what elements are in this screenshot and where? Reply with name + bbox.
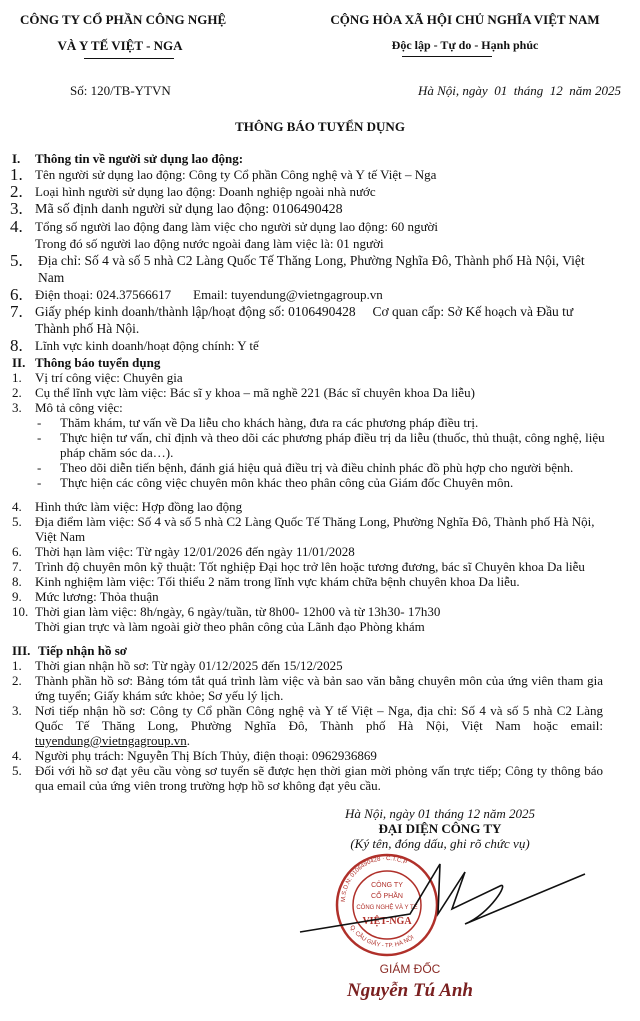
list-item (0, 218, 640, 252)
item-number: 6. (10, 285, 23, 304)
item-text: Trình độ chuyên môn kỹ thuật: Tốt nghiệp Đại học trở lên hoặc tương đương, bác sĩ Chuyên khoa Da liễu (35, 559, 585, 574)
item-text: Thời gian nhận hồ sơ: Từ ngày 01/12/2025 đến 15/12/2025 (35, 658, 343, 673)
item-text: Lĩnh vực kinh doanh/hoạt động chính: Y tế (35, 338, 259, 353)
item-text: Kinh nghiệm làm việc: Tối thiểu 2 năm trong lĩnh vực khám chữa bệnh chuyên khoa Da liễu. (35, 574, 520, 589)
item-text: Tên người sử dụng lao động: Công ty Cổ phần Công nghệ và Y tế Việt – Nga (35, 167, 437, 182)
list-item (0, 370, 640, 385)
section-3-number: III. (12, 643, 31, 658)
list-item (0, 200, 640, 218)
item-text: Loại hình người sử dụng lao động: Doanh nghiệp ngoài nhà nước (35, 184, 376, 199)
item-text: Giấy phép kinh doanh/thành lập/hoạt động số: 0106490428 Cơ quan cấp: Sở Kế hoạch và Đầu tư Thành phố Hà Nội. (35, 304, 577, 336)
item-number: 8. (10, 336, 23, 355)
section-1-heading: Thông tin về người sử dụng lao động: (35, 151, 244, 166)
item-text: Cụ thể lĩnh vực làm việc: Bác sĩ y khoa – mã nghề 221 (Bác sĩ chuyên khoa Da liễu) (35, 385, 475, 400)
list-item (0, 673, 640, 703)
bullet-dash: - (37, 430, 42, 445)
list-item (0, 589, 640, 604)
item-number: 7. (12, 559, 22, 574)
item-text: Đối với hồ sơ đạt yêu cầu vòng sơ tuyển sẽ được hẹn thời gian mời phỏng vấn trực tiếp; Công ty thông báo qua email của ứng viên trong trường hợp hồ sơ không đạt yêu cầu. (35, 763, 603, 793)
spacer (0, 634, 640, 643)
signature-note: (Ký tên, đóng dấu, ghi rõ chức vụ) (350, 836, 530, 851)
list-item (0, 763, 640, 793)
document-number: Số: 120/TB-YTVN (70, 83, 171, 98)
list-item (0, 748, 640, 763)
section-1-header (0, 151, 640, 166)
item-text: Điện thoại: 024.37566617 (35, 287, 172, 302)
list-item (0, 400, 640, 415)
duty-text: Theo dõi diễn tiến bệnh, đánh giá hiệu quả điều trị và điều chỉnh phác đồ phù hợp cho người bệnh. (60, 460, 574, 475)
item-number: 3. (12, 703, 22, 718)
page-title: THÔNG BÁO TUYỂN DỤNG (235, 119, 405, 134)
list-item (0, 703, 640, 748)
list-item (0, 544, 640, 559)
section-2-heading: Thông báo tuyển dụng (35, 355, 161, 370)
svg-text:M.S.D.N: 0106490428 · C.T.C.P: M.S.D.N: 0106490428 · C.T.C.P (340, 855, 408, 903)
section-3-heading: Tiếp nhận hồ sơ (38, 643, 127, 658)
item-number: 3. (10, 199, 23, 218)
item-number: 2. (10, 182, 23, 201)
list-item (0, 574, 640, 589)
item-text-continuation: Trong đó số người lao động nước ngoài đang làm việc là: 01 người (35, 236, 384, 251)
item-text: Tổng số người lao động đang làm việc cho người sử dụng lao động: 60 người (35, 219, 439, 234)
item-number: 1. (12, 658, 22, 673)
item-number: 9. (12, 589, 22, 604)
item-number: 2. (12, 385, 22, 400)
item-number: 5. (10, 251, 23, 270)
item-number: 5. (12, 514, 22, 529)
item-text: Vị trí công việc: Chuyên gia (35, 370, 183, 385)
duty-text: Thực hiện tư vấn, chỉ định và theo dõi các phương pháp điều trị da liễu (thuốc, thủ thuật, công nghệ, liệu pháp chăm sóc da…). (60, 430, 605, 460)
item-number: 3. (12, 400, 22, 415)
item-text: Địa điểm làm việc: Số 4 và số 5 nhà C2 Làng Quốc Tế Thăng Long, Phường Nghĩa Đô, Thành phố Hà Nội, Việt Nam (35, 514, 595, 544)
item-number: 4. (10, 217, 23, 236)
svg-text:VIỆT-NGA: VIỆT-NGA (362, 916, 412, 927)
signature-date: Hà Nội, ngày 01 tháng 12 năm 2025 (345, 806, 535, 821)
item-text: Thành phần hồ sơ: Bảng tóm tắt quá trình làm việc và bản sao văn bằng chuyên môn của ứng viên tham gia ứng tuyển; Giấy khám sức khỏe; Sơ yếu lý lịch. (35, 673, 603, 703)
svg-text:CÔNG TY: CÔNG TY (371, 882, 403, 889)
list-item (0, 658, 640, 673)
item-number: 4. (12, 748, 22, 763)
bullet-dash: - (37, 415, 42, 430)
duty-item (0, 475, 640, 490)
item-number: 10. (12, 604, 29, 619)
list-item (0, 514, 640, 544)
svg-text:CỔ PHẦN: CỔ PHẦN (371, 893, 403, 900)
email-link[interactable]: tuyendung@vietngagroup.vn (35, 733, 187, 748)
list-item (0, 303, 640, 337)
duty-item (0, 415, 640, 430)
item-text: Mô tả công việc: (35, 400, 123, 415)
item-number: 4. (12, 499, 22, 514)
section-2-header (0, 355, 640, 370)
list-item (0, 166, 640, 183)
list-item (0, 252, 640, 286)
item-number: 1. (10, 165, 23, 184)
item-text: Người phụ trách: Nguyễn Thị Bích Thủy, điện thoại: 0962936869 (35, 748, 377, 763)
divider (84, 58, 174, 59)
section-1-number: I. (12, 151, 21, 166)
period: . (186, 733, 190, 748)
company-name-line1: CÔNG TY CỔ PHẦN CÔNG NGHỆ (20, 12, 227, 27)
item-text: Hình thức làm việc: Hợp đồng lao động (35, 499, 243, 514)
duty-text: Thực hiện các công việc chuyên môn khác theo phân công của Giám đốc Chuyên môn. (60, 475, 514, 490)
list-item (0, 499, 640, 514)
duty-item (0, 460, 640, 475)
svg-text:CÔNG NGHỆ VÀ Y TẾ: CÔNG NGHỆ VÀ Y TẾ (356, 905, 418, 911)
divider (402, 56, 492, 57)
item-number: 1. (12, 370, 22, 385)
item-number: 8. (12, 574, 22, 589)
document-body (0, 151, 640, 793)
item-number: 6. (12, 544, 22, 559)
national-title: CỘNG HÒA XÃ HỘI CHỦ NGHĨA VIỆT NAM (330, 12, 600, 27)
spacer (0, 490, 640, 499)
item-text: Thời gian làm việc: 8h/ngày, 6 ngày/tuần, từ 8h00- 12h00 và từ 13h30- 17h30 (35, 604, 441, 619)
item-number: 5. (12, 763, 22, 778)
bullet-dash: - (37, 475, 42, 490)
item-text: Địa chỉ: Số 4 và số 5 nhà C2 Làng Quốc Tế Thăng Long, Phường Nghĩa Đô, Thành phố Hà Nội, Việt Nam (38, 253, 585, 285)
duty-text: Thăm khám, tư vấn về Da liễu cho khách hàng, đưa ra các phương pháp điều trị. (60, 415, 479, 430)
item-text: Mã số định danh người sử dụng lao động: 0106490428 (35, 202, 343, 217)
list-item (0, 385, 640, 400)
email-text: Email: tuyendung@vietngagroup.vn (193, 287, 383, 302)
section-2-number: II. (12, 355, 26, 370)
stamp-icon (337, 855, 437, 955)
list-item (0, 286, 640, 303)
item-text: Nơi tiếp nhận hồ sơ: Công ty Cổ phần Công nghệ và Y tế Việt – Nga, địa chỉ: Số 4 và số 5 nhà C2 Làng Quốc Tế Thăng Long, Phường Nghĩa Đô, Thành phố Hà Nội, Việt Nam hoặc email: (35, 703, 603, 733)
document-date: Hà Nội, ngày 01 tháng 12 năm 2025 (418, 83, 621, 98)
signatory-name: Nguyễn Tú Anh (347, 980, 473, 1001)
list-item (0, 183, 640, 200)
item-number: 7. (10, 302, 23, 321)
item-text: Thời hạn làm việc: Từ ngày 12/01/2026 đến ngày 11/01/2028 (35, 544, 355, 559)
list-item (0, 559, 640, 574)
duty-item (0, 430, 640, 460)
section-3-header (0, 643, 640, 658)
bullet-dash: - (37, 460, 42, 475)
list-item (0, 604, 640, 634)
national-motto: Độc lập - Tự do - Hạnh phúc (391, 38, 539, 52)
item-number: 2. (12, 673, 22, 688)
item-text-continuation: Thời gian trực và làm ngoài giờ theo phân công của Lãnh đạo Phòng khám (35, 619, 425, 634)
representative-title: ĐẠI DIỆN CÔNG TY (378, 821, 502, 836)
company-stamp-and-signature (290, 852, 590, 958)
list-item (0, 337, 640, 354)
svg-text:Q. CẦU GIẤY - TP. HÀ NỘI: Q. CẦU GIẤY - TP. HÀ NỘI (348, 924, 416, 950)
position-title: GIÁM ĐỐC (379, 962, 441, 976)
company-name-line2: VÀ Y TẾ VIỆT - NGA (57, 38, 183, 53)
item-text: Mức lương: Thỏa thuận (35, 589, 159, 604)
